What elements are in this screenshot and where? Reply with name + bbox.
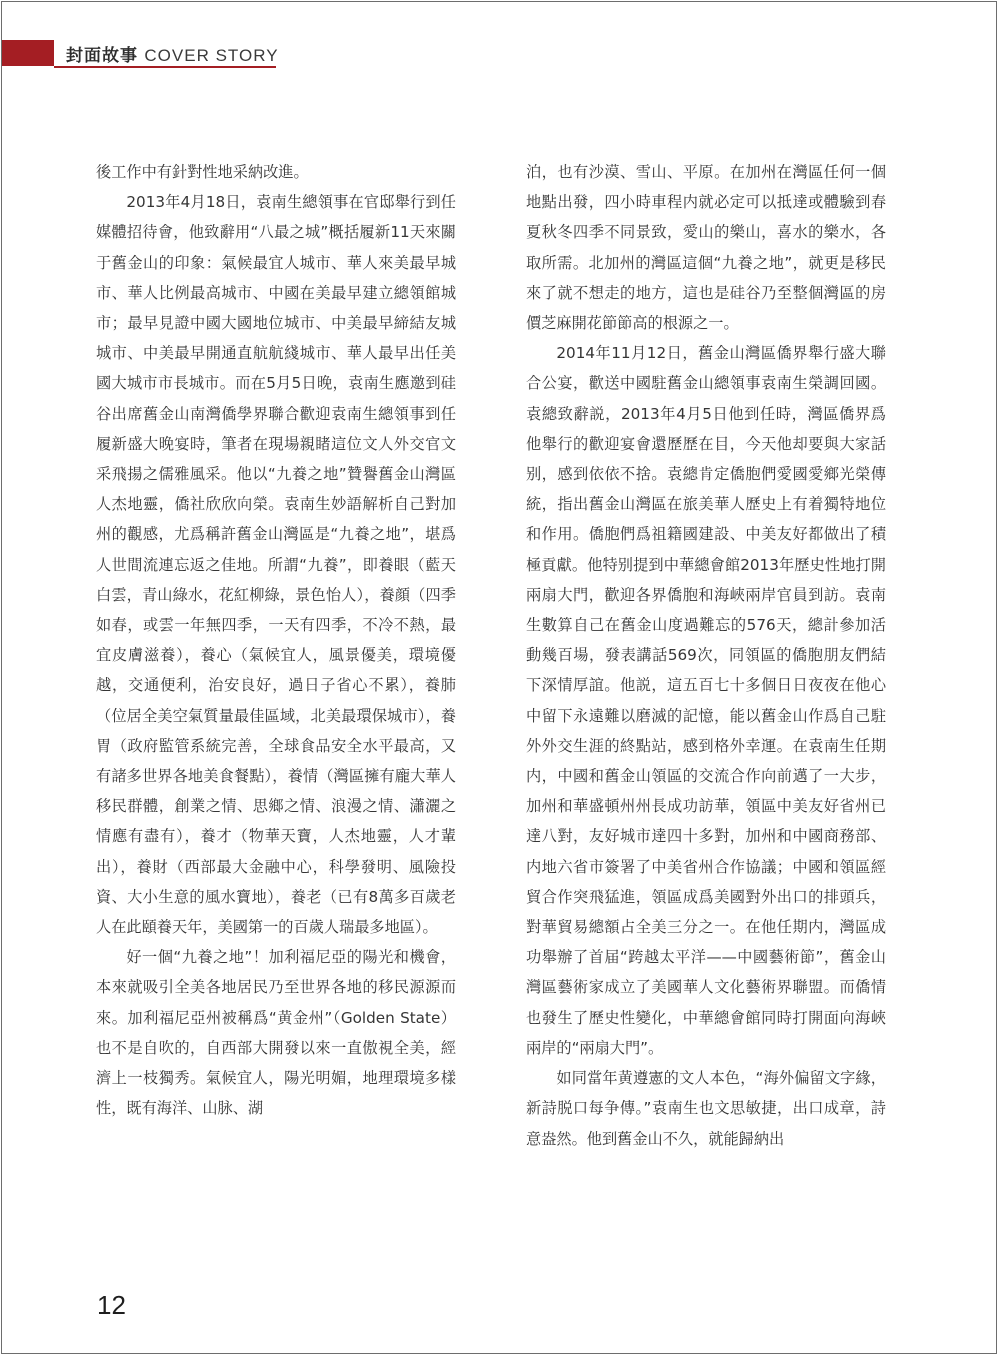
right-column xyxy=(526,157,886,1154)
paragraph: 2013年4月18日，袁南生總領事在官邸舉行到任媒體招待會，他致辭用“八最之城”概括履新11天來關于舊金山的印象：氣候最宜人城市、華人來美最早城市、華人比例最高城市、中國在美最早建立總領館城市；最早見證中國大國地位城市、中美最早締結友城城市、中美最早開通直航航綫城市、華人最早出任美國大城市市長城市。而在5月5日晚，袁南生應邀到硅谷出席舊金山南灣僑學界聯合歡迎袁南生總領事到任履新盛大晚宴時，筆者在現場親睹這位文人外交官文采飛揚之儒雅風采。他以“九養之地”贊譽舊金山灣區人杰地靈，僑社欣欣向榮。袁南生妙語解析自己對加州的觀感，尤爲稱許舊金山灣區是“九養之地”，堪爲人世間流連忘返之佳地。所謂“九養”，即養眼（藍天白雲，青山綠水，花紅柳綠，景色怡人），養顔（四季如春，或雲一年無四季，一天有四季，不冷不熱，最宜皮膚滋養），養心（氣候宜人，風景優美，環境優越，交通便利，治安良好，過日子省心不累），養肺（位居全美空氣質量最佳區域，北美最環保城市），養胃（政府監管系統完善，全球食品安全水平最高，又有諸多世界各地美食餐點），養情（灣區擁有龐大華人移民群體，創業之情、思鄉之情、浪漫之情、瀟灑之情應有盡有），養才（物華天寶，人杰地靈，人才輩出），養財（西部最大金融中心，科學發明、風險投資、大小生意的風水寶地），養老（已有8萬多百歲老人在此頤養天年，美國第一的百歲人瑞最多地區）。 xyxy=(96,193,456,937)
paragraph: 泊，也有沙漠、雪山、平原。在加州在灣區任何一個地點出發，四小時車程内就必定可以抵達或體驗到春夏秋冬四季不同景致，愛山的樂山，喜水的樂水，各取所需。北加州的灣區這個“九養之地”，就更是移民來了就不想走的地方，這也是硅谷乃至整個灣區的房價芝麻開花節節高的根源之一。 xyxy=(526,163,886,333)
header-accent-block xyxy=(2,40,54,66)
header-rule xyxy=(54,66,276,68)
section-title-chinese: 封面故事 xyxy=(66,46,138,66)
section-title-english: COVER STORY xyxy=(144,46,279,65)
paragraph: 2014年11月12日，舊金山灣區僑界舉行盛大聯合公宴，歡送中國駐舊金山總領事袁南生榮調回國。袁總致辭説，2013年4月5日他到任時，灣區僑界爲他舉行的歡迎宴會還歷歷在目，今天他却要與大家話别，感到依依不捨。袁總肯定僑胞們愛國愛鄉光榮傳統，指出舊金山灣區在旅美華人歷史上有着獨特地位和作用。僑胞們爲祖籍國建設、中美友好都做出了積極貢獻。他特别提到中華總會館2013年歷史性地打開兩扇大門，歡迎各界僑胞和海峽兩岸官員到訪。袁南生數算自己在舊金山度過難忘的576天，總計參加活動幾百場，發表講話569次，同領區的僑胞朋友們結下深情厚誼。他説，這五百七十多個日日夜夜在他心中留下永遠難以磨滅的記憶，能以舊金山作爲自己駐外外交生涯的終點站，感到格外幸運。在袁南生任期内，中國和舊金山領區的交流合作向前邁了一大步，加州和華盛頓州州長成功訪華，領區中美友好省州已達八對，友好城市達四十多對，加州和中國商務部、内地六省市簽署了中美省州合作協議；中國和領區經貿合作突飛猛進，領區成爲美國對外出口的排頭兵，對華貿易總額占全美三分之一。在他任期内，灣區成功舉辦了首届“跨越太平洋——中國藝術節”，舊金山灣區藝術家成立了美國華人文化藝術界聯盟。而僑情也發生了歷史性變化，中華總會館同時打開面向海峽兩岸的“兩扇大門”。 xyxy=(526,344,886,1057)
left-column xyxy=(96,157,456,1124)
paragraph: 好一個“九養之地”！加利福尼亞的陽光和機會，本來就吸引全美各地居民乃至世界各地的移民源源而來。加利福尼亞州被稱爲“黄金州”（Golden State）也不是自吹的，自西部大開發以來一直傲視全美，經濟上一枝獨秀。氣候宜人，陽光明媚，地理環境多樣性，既有海洋、山脉、湖 xyxy=(96,948,456,1118)
paragraph: 如同當年黄遵憲的文人本色，“海外偏留文字緣，新詩脱口每争傳。”袁南生也文思敏捷，出口成章，詩意盎然。他到舊金山不久，就能歸納出 xyxy=(526,1069,886,1148)
section-header xyxy=(66,41,279,66)
paragraph: 後工作中有針對性地采納改進。 xyxy=(96,163,309,181)
page-number: 12 xyxy=(97,1290,126,1320)
